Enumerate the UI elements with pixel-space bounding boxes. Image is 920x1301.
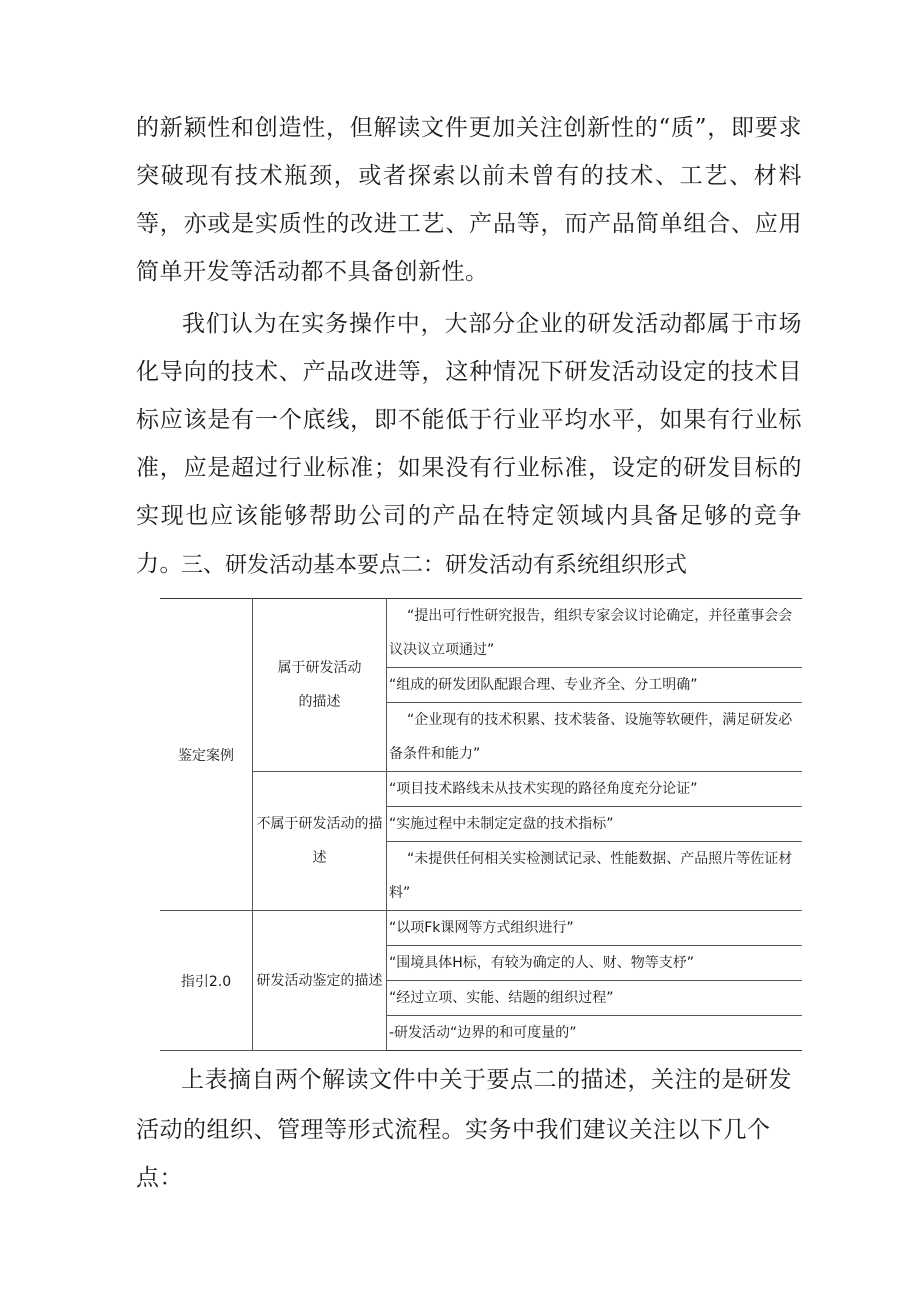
- cell-text: “提出可行性研究报告，组织专家会议讨论确定，并径董事会会议决议立项通过”: [389, 608, 793, 658]
- sub-label-cell: [253, 599, 387, 772]
- cell-text: “围境具体H标，有较为确定的人、财、物等支杼”: [389, 955, 695, 971]
- table-cell: [387, 946, 803, 981]
- paragraph-2: 我们认为在实务操作中，大部分企业的研发活动都属于市场化导向的技术、产品改进等，这种情况下研发活动设定的技术目标应该是有一个底线，即不能低于行业平均水平，如果有行业标准，应是超过行业标准；如果没有行业标准，设定的研发目标的实现也应该能够帮助公司的产品在特定领域内具备足够的竞争力。: [136, 311, 802, 577]
- cell-text: “经过立项、实能、结题的组织过程”: [389, 990, 614, 1006]
- cell-text: “项目技术路线未从技术实现的路径角度充分论证”: [389, 781, 698, 797]
- sub-label-cell: [253, 772, 387, 911]
- paragraph-1: 的新颖性和创造性，但解读文件更加关注创新性的“质”，即要求突破现有技术瓶颈，或者探索以前未曾有的技术、工艺、材料等，亦或是实质性的改进工艺、产品等，而产品简单组合、应用简单开发等活动都不具备创新性。: [136, 115, 802, 285]
- group-label-cell: [160, 911, 253, 1051]
- group-label: 鉴定案例: [178, 747, 234, 764]
- paragraph-3-line-1: 上表摘自两个解读文件中关于要点二的描述，关注的是研发: [181, 1067, 792, 1093]
- reference-table: [160, 598, 802, 1051]
- group-label-cell: [160, 599, 253, 911]
- table-cell: [387, 599, 803, 668]
- table-row: [160, 772, 802, 807]
- cell-text: “以项Fk课网等方式组织进行”: [389, 920, 574, 936]
- cell-text: “组成的研发团队配跟合理、专业齐全、分工明确”: [389, 677, 698, 693]
- cell-text: “未提供任何相关实检测试记录、性能数据、产品照片等佐证材料”: [389, 851, 793, 901]
- table-cell: [387, 668, 803, 703]
- table-row: [160, 599, 802, 668]
- paragraph-3-line-2: 活动的组织、管理等形式流程。实务中我们建议关注以下几个点：: [136, 1117, 771, 1191]
- table-cell: [387, 911, 803, 946]
- group-label: 指引2.0: [180, 973, 232, 990]
- sub-label-line: 述: [312, 850, 327, 866]
- table-cell: [387, 842, 803, 911]
- cell-text: “企业现有的技术积累、技术装备、设施等软硬件，满足研发必备条件和能力”: [389, 712, 793, 762]
- table-row: [160, 911, 802, 946]
- section-heading: 三、研发活动基本要点二：研发活动有系统组织形式: [181, 553, 688, 578]
- table-cell: [387, 807, 803, 842]
- sub-label-line: 属于研发活动: [277, 660, 362, 676]
- table-cell: [387, 703, 803, 772]
- table-cell: [387, 772, 803, 807]
- table-cell: [387, 981, 803, 1016]
- sub-label-line: 不属于研发活动的描: [256, 816, 383, 832]
- sub-label-line: 的描述: [298, 694, 341, 710]
- sub-label: 研发活动鉴定的描述: [256, 972, 383, 989]
- sub-label-cell: [253, 911, 387, 1051]
- cell-text: “实施过程中未制定定盘的技术指标”: [389, 816, 614, 832]
- cell-text: -研发活动“边界的和可度量的”: [389, 1025, 577, 1041]
- table-cell: [387, 1016, 803, 1051]
